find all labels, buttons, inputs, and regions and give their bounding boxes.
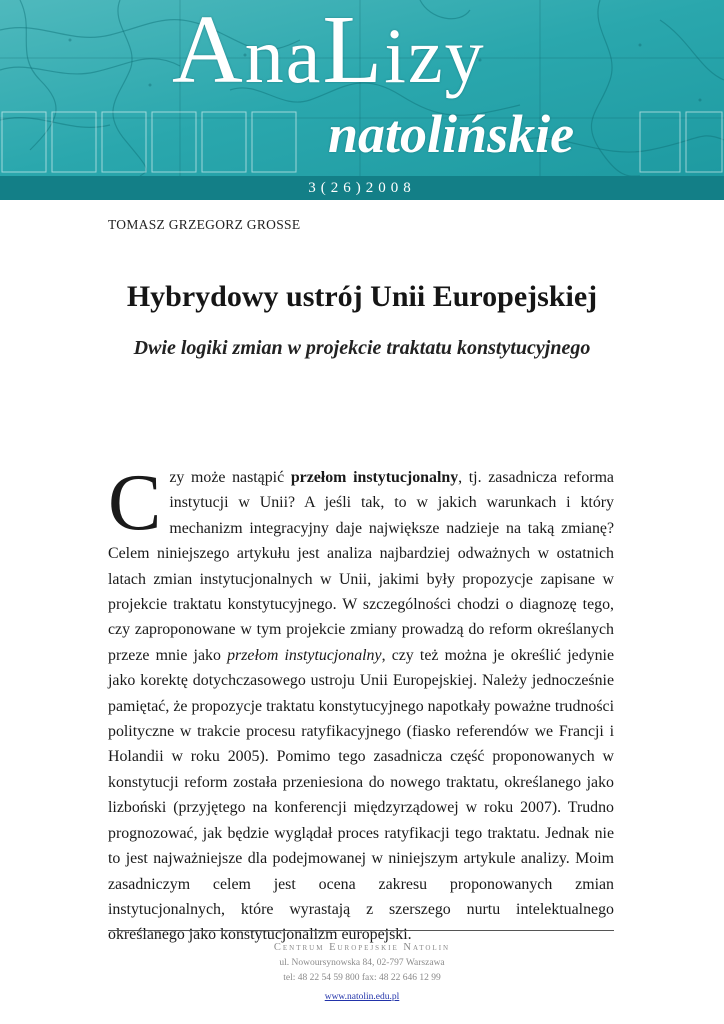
- drop-cap: C: [108, 459, 162, 547]
- body-text: , czy też można je określić jedynie jako korektę dotychczasowego ustroju Unii Europejskiej. Należy jednocześnie pamiętać, że propozycje traktatu konstytucyjnego napotkały poważne trudności polityczne w trakcie procesu ratyfikacyjnego (fiasko referendów we Francji i Holandii w roku 2005). Pomimo tego zasadnicza część proponowanych w konstytucji reform została przeniesiona do nowego traktatu, określanego jako lizboński (przyjętego na konferencji międzyrządowej w roku 2007). Trudno prognozować, jak będzie wyglądał proces ratyfikacji tego traktatu. Jednak nie to jest najważniejsze dla podejmowanej w niniejszym artykule analizy. Moim zasadniczym celem jest ocena zakresu proponowanych zmian instytucjonalnych, które wyrastają z szerszego nurtu intelektualnego określanego jako konstytucjonalizm europejski.: [108, 646, 615, 944]
- article-body: [108, 459, 615, 948]
- footer-address: ul. Nowoursynowska 84, 02-797 Warszawa: [279, 958, 445, 968]
- italic-term: przełom instytucjonalny: [227, 646, 382, 664]
- journal-title: [172, 0, 486, 106]
- title-part-2: izy: [384, 12, 486, 99]
- journal-subtitle: natolińskie: [328, 104, 575, 164]
- body-text: , tj. zasadnicza reforma instytucji w Unii? A jeśli tak, to w jakich warunkach i który mechanizm integracyjny daje największe nadzieje na taką zmianę? Celem niniejszego artykułu jest analiza najbardziej odważnych w ostatnich latach zmian instytucjonalnych w Unii, jakimi były propozycje zapisane w projekcie traktatu konstytucyjnego. W szczególności chodzi o diagnozę tego, czy zaproponowane w tym projekcie zmiany prowadzą do reform określanych przeze mnie jako: [108, 469, 614, 664]
- footer: [0, 940, 724, 1005]
- footer-website-link[interactable]: www.natolin.edu.pl: [324, 992, 400, 1002]
- author-name: TOMASZ GRZEGORZ GROSSE: [108, 217, 301, 232]
- footer-organization: Centrum Europejskie Natolin: [273, 942, 451, 953]
- title-cap: A: [172, 0, 245, 104]
- body-text: zy może nastąpić: [169, 469, 291, 486]
- footer-divider: [108, 930, 614, 931]
- issue-number: 3(26)2008: [0, 176, 724, 200]
- footer-phone: tel: 48 22 54 59 800 fax: 48 22 646 12 99: [283, 973, 441, 983]
- article-title: Hybrydowy ustrój Unii Europejskiej: [126, 280, 598, 313]
- title-cap-2: L: [322, 0, 385, 104]
- title-part: na: [244, 12, 323, 99]
- bold-term: przełom instytucjonalny: [290, 469, 459, 486]
- masthead: [0, 0, 724, 176]
- article-subtitle: Dwie logiki zmian w projekcie traktatu konstytucyjnego: [133, 337, 591, 359]
- header-banner: [0, 0, 724, 176]
